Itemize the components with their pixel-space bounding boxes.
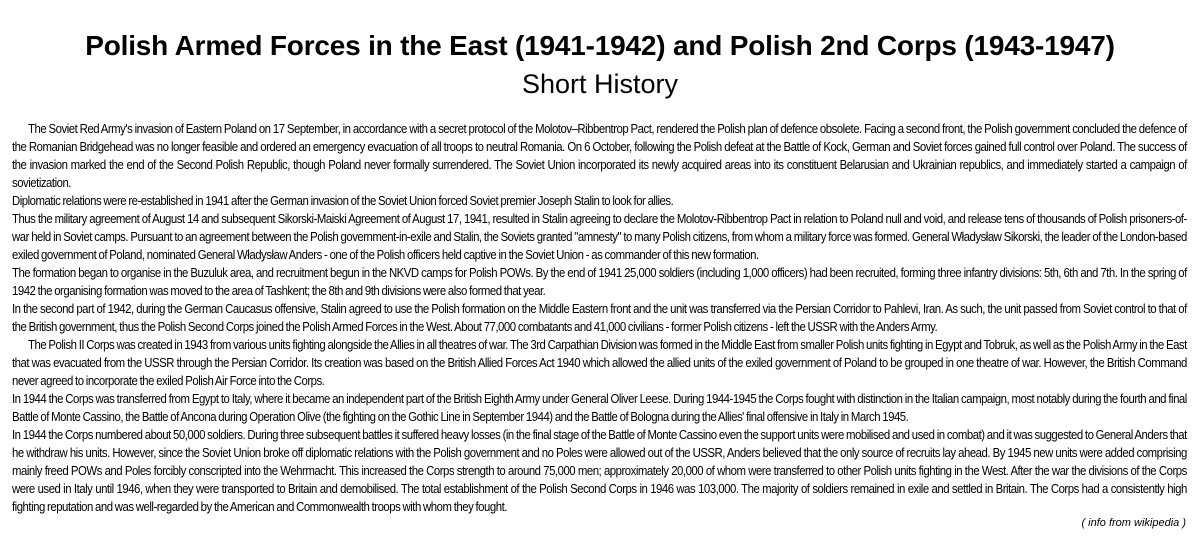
paragraph-buzuluk-formation: The formation began to organise in the Buzuluk area, and recruitment begun in the NKVD camps for Polish POWs. By the end of 1941 25,000 soldiers (including 1,000 officers) had been recruited, forming three infantry divisions: 5th, 6th and 7th. In the spring of 1942 the organising formation was moved to the area of Tashkent; the 8th and 9th divisions were also formed that year.	[12, 265, 1187, 298]
page-subtitle: Short History	[521, 69, 679, 99]
paragraph-sikorski-maiski-agreement: Thus the military agreement of August 14 and subsequent Sikorski-Maiski Agreement of August 17, 1941, resulted in Stalin agreeing to declare the Molotov-Ribbentrop Pact in relation to Poland null and void, and release tens of thousands of Polish prisoners-of-war held in Soviet camps. Pursuant to an agreement between the Polish government-in-exile and Stalin, the Soviets granted "amnesty" to many Polish citizens, from whom a military force was formed. General Władysław Sikorski, the leader of the London-based exiled government of Poland, nominated General Władysław Anders - one of the Polish officers held captive in the Soviet Union - as commander of this new formation.	[12, 211, 1187, 262]
page-title: Polish Armed Forces in the East (1941-1942) and Polish 2nd Corps (1943-1947)	[85, 30, 1115, 61]
paragraph-italian-campaign: In 1944 the Corps was transferred from Egypt to Italy, where it became an independent part of the British Eighth Army under General Oliver Leese. During 1944-1945 the Corps fought with distinction in the Italian campaign, most notably during the fourth and final Battle of Monte Cassino, the Battle of Ancona during Operation Olive (the fighting on the Gothic Line in September 1944) and the Battle of Bologna during the Allies' final offensive in Italy in March 1945.	[12, 391, 1187, 424]
source-note: ( info from wikipedia )	[1081, 517, 1186, 529]
paragraph-corps-strength: In 1944 the Corps numbered about 50,000 soldiers. During three subsequent battles it suffered heavy losses (in the final stage of the Battle of Monte Cassino even the support units were mobilised and used in combat) and it was suggested to General Anders that he withdraw his units. However, since the Soviet Union broke off diplomatic relations with the Polish government and no Poles were allowed out of the USSR, Anders believed that the only source of recruits lay ahead. By 1945 new units were added comprising mainly freed POWs and Poles forcibly conscripted into the Wehrmacht. This increased the Corps strength to around 75,000 men; approximately 20,000 of whom were transferred to other Polish units fighting in the West. After the war the divisions of the Corps were used in Italy until 1946, when they were transported to Britain and demobilised. The total establishment of the Polish Second Corps in 1946 was 103,000. The majority of soldiers remained in exile and settled in Britain. The Corps had a consistently high fighting reputation and was well-regarded by the American and Commonwealth troops with whom they fought.	[12, 427, 1187, 514]
paragraph-invasion: The Soviet Red Army's invasion of Eastern Poland on 17 September, in accordance with a secret protocol of the Molotov–Ribbentrop Pact, rendered the Polish plan of defence obsolete. Facing a second front, the Polish government concluded the defence of the Romanian Bridgehead was no longer feasible and ordered an emergency evacuation of all troops to neutral Romania. On 6 October, following the Polish defeat at the Battle of Kock, German and Soviet forces gained full control over Poland. The success of the invasion marked the end of the Second Polish Republic, though Poland never formally surrendered. The Soviet Union incorporated its newly acquired areas into its constituent Belarusian and Ukrainian republics, and immediately started a campaign of sovietization.	[12, 121, 1187, 190]
history-body	[12, 120, 1187, 516]
paragraph-persian-corridor: In the second part of 1942, during the German Caucasus offensive, Stalin agreed to use the Polish formation on the Middle Eastern front and the unit was transferred via the Persian Corridor to Pahlevi, Iran. As such, the unit passed from Soviet control to that of the British government, thus the Polish Second Corps joined the Polish Armed Forces in the West. About 77,000 combatants and 41,000 civilians - former Polish citizens - left the USSR with the Anders Army.	[12, 301, 1187, 334]
paragraph-diplomatic-relations: Diplomatic relations were re-established in 1941 after the German invasion of the Soviet Union forced Soviet premier Joseph Stalin to look for allies.	[12, 193, 674, 208]
paragraph-ii-corps-creation: The Polish II Corps was created in 1943 from various units fighting alongside the Allies in all theatres of war. The 3rd Carpathian Division was formed in the Middle East from smaller Polish units fighting in Egypt and Tobruk, as well as the Polish Army in the East that was evacuated from the USSR through the Persian Corridor. Its creation was based on the British Allied Forces Act 1940 which allowed the allied units of the exiled government of Poland to be grouped in one theatre of war. However, the British Command never agreed to incorporate the exiled Polish Air Force into the Corps.	[12, 337, 1187, 388]
